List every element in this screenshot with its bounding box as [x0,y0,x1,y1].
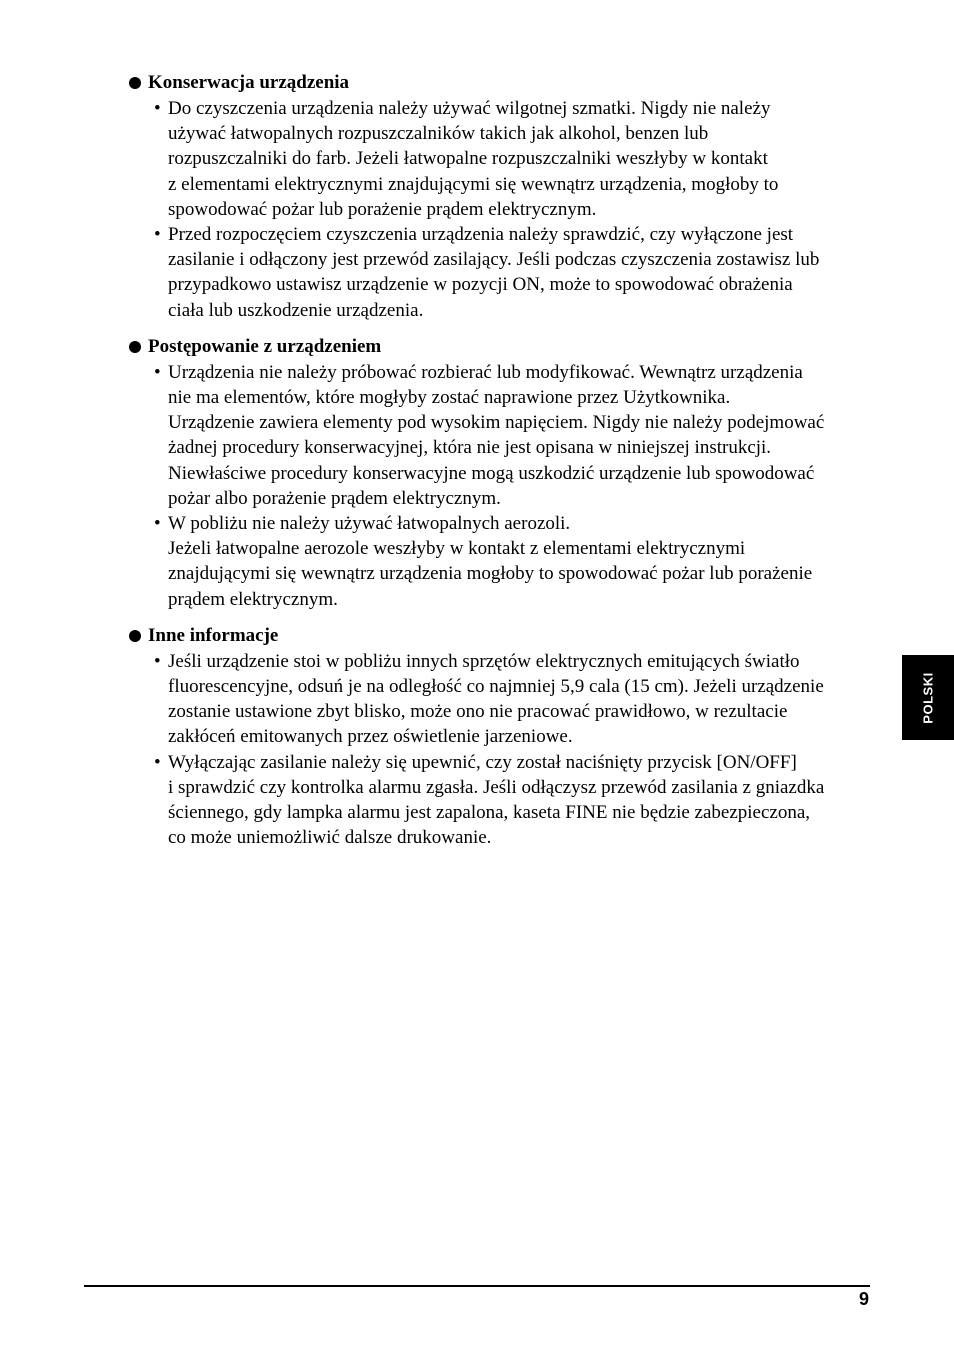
section-title: Konserwacja urządzenia [148,72,350,93]
bullet-dot-icon: • [154,98,161,119]
section-postepowanie [129,334,874,612]
text-line: Niewłaściwe procedury konserwacyjne mogą uszkodzić urządzenie lub spowodować [168,462,815,484]
bullet-dot-icon: • [154,361,161,383]
text-line: nie ma elementów, które mogłyby zostać naprawione przez Użytkownika. [168,387,731,409]
language-tab-label: POLSKI [920,671,936,724]
item-text [168,96,874,222]
section-title: Inne informacje [148,624,279,646]
text-line: ściennego, gdy lampka alarmu jest zapalona, kaseta FINE nie będzie zabezpieczona, [168,802,811,824]
text-line: znajdującymi się wewnątrz urządzenia mogłoby to spowodować pożar lub porażenie [168,563,813,585]
text-line: żadnej procedury konserwacyjnej, która nie jest opisana w niniejszej instrukcji. [168,437,772,459]
text-line: z elementami elektrycznymi znajdującymi się wewnątrz urządzenia, mogłoby to [168,173,779,195]
list-item [129,96,874,222]
item-text [168,750,874,851]
page-number: 9 [858,1289,869,1309]
text-line: przypadkowo ustawisz urządzenie w pozycji ON, może to spowodować obrażenia [168,274,793,296]
item-text [168,511,874,612]
section-title: Postępowanie z urządzeniem [148,335,382,357]
text-line: Do czyszczenia urządzenia należy używać wilgotnej szmatki. Nigdy nie należy [168,98,771,119]
text-line: i sprawdzić czy kontrolka alarmu zgasła. Jeśli odłączysz przewód zasilania z gniazdka [168,776,825,798]
footer-divider [84,1285,870,1287]
list-item [129,222,874,323]
section-heading [129,623,874,649]
text-line: rozpuszczalniki do farb. Jeżeli łatwopalne rozpuszczalniki weszłyby w kontakt [168,148,768,170]
text-line: Urządzenie zawiera elementy pod wysokim napięciem. Nigdy nie należy podejmować [168,412,825,434]
item-text [168,222,874,323]
text-line: co może uniemożliwić dalsze drukowanie. [168,827,492,849]
text-line: Przed rozpoczęciem czyszczenia urządzenia należy sprawdzić, czy wyłączone jest [168,224,794,246]
text-line: Wyłączając zasilanie należy się upewnić, czy został naciśnięty przycisk [ON/OFF] [168,751,797,773]
bullet-dot-icon: • [154,513,161,535]
section-konserwacja [129,70,874,323]
text-line: pożar albo porażenie prądem elektrycznym. [168,487,501,509]
bullet-dot-icon: • [154,650,161,672]
list-item [129,360,874,511]
filled-circle-bullet-icon [129,77,141,89]
section-inne [129,623,874,851]
language-side-tab [902,655,954,740]
text-line: prądem elektrycznym. [168,588,338,610]
text-line: Jeżeli łatwopalne aerozole weszłyby w kontakt z elementami elektrycznymi [168,538,746,560]
text-line: Urządzenia nie należy próbować rozbierać lub modyfikować. Wewnątrz urządzenia [168,361,803,383]
filled-circle-bullet-icon [129,341,141,353]
document-body [129,70,874,861]
text-line: zostanie ustawione zbyt blisko, może ono nie pracować prawidłowo, w rezultacie [168,701,788,723]
list-item [129,750,874,851]
text-line: fluorescencyjne, odsuń je na odległość co najmniej 5,9 cala (15 cm). Jeżeli urządzenie [168,676,824,698]
bullet-dot-icon: • [154,224,161,246]
text-line: zasilanie i odłączony jest przewód zasilający. Jeśli podczas czyszczenia zostawisz lub [168,249,820,271]
list-item [129,511,874,612]
bullet-dot-icon: • [154,751,161,773]
section-heading [129,334,874,360]
text-line: W pobliżu nie należy używać łatwopalnych aerozoli. [168,513,571,535]
list-item [129,649,874,750]
section-heading [129,70,874,96]
item-text [168,360,874,511]
text-line: używać łatwopalnych rozpuszczalników takich jak alkohol, benzen lub [168,123,709,145]
text-line: Jeśli urządzenie stoi w pobliżu innych sprzętów elektrycznych emitujących światło [168,650,800,672]
text-line: ciała lub uszkodzenie urządzenia. [168,299,424,321]
text-line: spowodować pożar lub porażenie prądem elektrycznym. [168,198,597,220]
text-line: zakłóceń emitowanych przez oświetlenie jarzeniowe. [168,726,573,748]
filled-circle-bullet-icon [129,630,141,642]
item-text [168,649,874,750]
